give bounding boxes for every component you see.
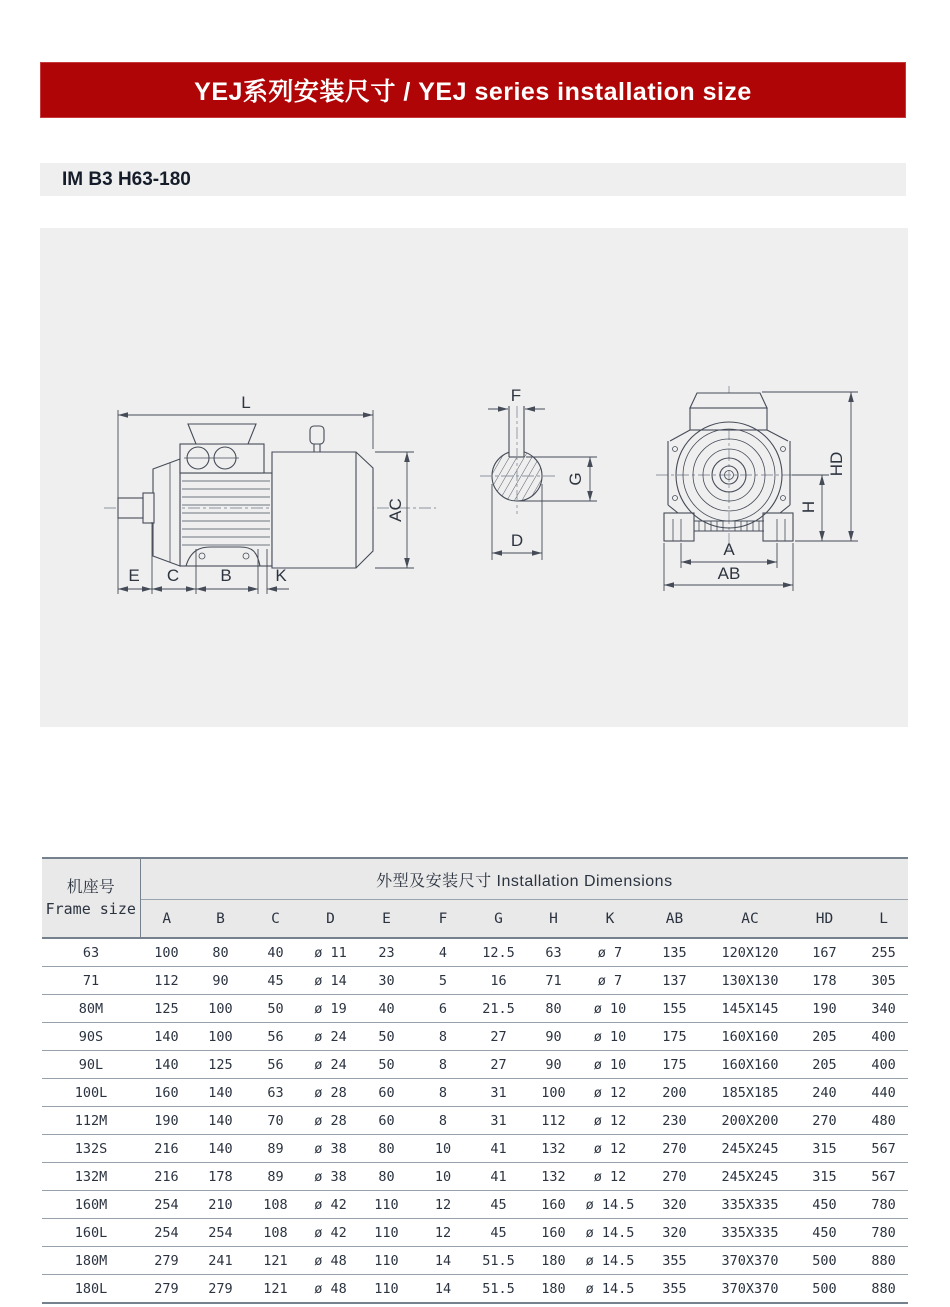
dim-cell-G: 45 xyxy=(471,1219,526,1247)
dim-cell-B: 80 xyxy=(193,938,248,967)
dim-cell-E: 110 xyxy=(358,1275,415,1304)
dim-cell-H: 100 xyxy=(526,1079,581,1107)
frame-size-cell: 132M xyxy=(42,1163,140,1191)
column-header-D: D xyxy=(303,900,358,939)
dim-label-C: C xyxy=(166,566,180,585)
dim-cell-AB: 270 xyxy=(639,1163,710,1191)
dim-cell-F: 8 xyxy=(415,1023,471,1051)
dim-cell-AC: 370X370 xyxy=(710,1275,790,1304)
dim-cell-AB: 175 xyxy=(639,1023,710,1051)
dim-cell-B: 90 xyxy=(193,967,248,995)
dim-label-A: A xyxy=(723,540,735,559)
frame-size-cell: 63 xyxy=(42,938,140,967)
dim-cell-AC: 160X160 xyxy=(710,1023,790,1051)
dim-cell-E: 50 xyxy=(358,1051,415,1079)
dim-cell-L: 400 xyxy=(859,1051,908,1079)
dim-cell-AC: 245X245 xyxy=(710,1163,790,1191)
dim-cell-D: ø 24 xyxy=(303,1023,358,1051)
dim-label-K: K xyxy=(275,566,287,585)
dim-cell-F: 8 xyxy=(415,1051,471,1079)
shaft-section-drawing xyxy=(480,386,597,560)
table-row xyxy=(42,1023,908,1051)
dim-cell-D: ø 24 xyxy=(303,1051,358,1079)
dim-label-HD: HD xyxy=(827,451,846,477)
dim-cell-HD: 315 xyxy=(790,1135,859,1163)
dim-cell-G: 21.5 xyxy=(471,995,526,1023)
dim-cell-D: ø 11 xyxy=(303,938,358,967)
dim-cell-D: ø 42 xyxy=(303,1219,358,1247)
dim-cell-G: 41 xyxy=(471,1163,526,1191)
table-row xyxy=(42,1191,908,1219)
frame-size-cell: 100L xyxy=(42,1079,140,1107)
dim-cell-C: 108 xyxy=(248,1219,303,1247)
dim-cell-H: 160 xyxy=(526,1219,581,1247)
dim-cell-AB: 355 xyxy=(639,1275,710,1304)
dim-cell-HD: 205 xyxy=(790,1023,859,1051)
dim-cell-C: 45 xyxy=(248,967,303,995)
dim-cell-AB: 270 xyxy=(639,1135,710,1163)
dim-cell-AB: 175 xyxy=(639,1051,710,1079)
dim-cell-HD: 205 xyxy=(790,1051,859,1079)
dim-label-AB: AB xyxy=(717,564,741,583)
dim-cell-C: 121 xyxy=(248,1275,303,1304)
dim-cell-K: ø 7 xyxy=(581,967,639,995)
dim-cell-AB: 230 xyxy=(639,1107,710,1135)
dim-cell-C: 70 xyxy=(248,1107,303,1135)
dim-cell-F: 14 xyxy=(415,1247,471,1275)
dim-cell-H: 63 xyxy=(526,938,581,967)
dim-cell-E: 60 xyxy=(358,1079,415,1107)
dim-cell-H: 112 xyxy=(526,1107,581,1135)
column-header-K: K xyxy=(581,900,639,939)
dim-cell-A: 140 xyxy=(140,1023,193,1051)
page-title: YEJ系列安装尺寸 / YEJ series installation size xyxy=(194,78,752,106)
dim-cell-A: 190 xyxy=(140,1107,193,1135)
dim-cell-K: ø 10 xyxy=(581,995,639,1023)
dim-cell-B: 140 xyxy=(193,1107,248,1135)
table-row xyxy=(42,1135,908,1163)
dim-cell-G: 41 xyxy=(471,1135,526,1163)
dim-cell-A: 140 xyxy=(140,1051,193,1079)
mounting-code: IM B3 H63-180 xyxy=(62,168,191,190)
dim-cell-A: 279 xyxy=(140,1275,193,1304)
dim-cell-A: 279 xyxy=(140,1247,193,1275)
dim-cell-D: ø 28 xyxy=(303,1107,358,1135)
dim-cell-K: ø 14.5 xyxy=(581,1219,639,1247)
frame-size-header xyxy=(42,858,140,938)
dim-cell-A: 160 xyxy=(140,1079,193,1107)
dim-cell-K: ø 7 xyxy=(581,938,639,967)
dim-cell-D: ø 19 xyxy=(303,995,358,1023)
column-header-F: F xyxy=(415,900,471,939)
dim-cell-AC: 120X120 xyxy=(710,938,790,967)
dim-cell-AB: 137 xyxy=(639,967,710,995)
dim-cell-E: 30 xyxy=(358,967,415,995)
dim-cell-H: 80 xyxy=(526,995,581,1023)
table-row xyxy=(42,1079,908,1107)
dim-cell-HD: 450 xyxy=(790,1219,859,1247)
front-view-drawing xyxy=(656,386,858,591)
dim-cell-E: 23 xyxy=(358,938,415,967)
dim-cell-A: 254 xyxy=(140,1191,193,1219)
column-header-B: B xyxy=(193,900,248,939)
dim-cell-E: 110 xyxy=(358,1247,415,1275)
dim-cell-HD: 270 xyxy=(790,1107,859,1135)
frame-size-cell: 132S xyxy=(42,1135,140,1163)
column-header-E: E xyxy=(358,900,415,939)
dim-cell-AC: 335X335 xyxy=(710,1191,790,1219)
dim-cell-HD: 190 xyxy=(790,995,859,1023)
dim-cell-K: ø 10 xyxy=(581,1051,639,1079)
dim-cell-H: 180 xyxy=(526,1275,581,1304)
frame-size-cell: 180M xyxy=(42,1247,140,1275)
dim-cell-C: 89 xyxy=(248,1135,303,1163)
dim-cell-D: ø 28 xyxy=(303,1079,358,1107)
dim-cell-L: 780 xyxy=(859,1191,908,1219)
dim-cell-G: 27 xyxy=(471,1051,526,1079)
dim-cell-G: 45 xyxy=(471,1191,526,1219)
dim-cell-C: 50 xyxy=(248,995,303,1023)
dim-cell-K: ø 12 xyxy=(581,1135,639,1163)
dim-cell-F: 12 xyxy=(415,1191,471,1219)
dim-cell-A: 216 xyxy=(140,1163,193,1191)
dim-cell-G: 51.5 xyxy=(471,1247,526,1275)
dim-cell-F: 10 xyxy=(415,1163,471,1191)
dim-cell-F: 4 xyxy=(415,938,471,967)
column-header-L: L xyxy=(859,900,908,939)
column-header-AB: AB xyxy=(639,900,710,939)
dim-cell-L: 400 xyxy=(859,1023,908,1051)
dim-cell-H: 132 xyxy=(526,1135,581,1163)
dim-cell-L: 340 xyxy=(859,995,908,1023)
side-view-drawing xyxy=(104,393,436,594)
dim-cell-F: 8 xyxy=(415,1079,471,1107)
dim-label-AC: AC xyxy=(386,498,405,522)
dim-cell-L: 440 xyxy=(859,1079,908,1107)
dim-cell-HD: 167 xyxy=(790,938,859,967)
dim-cell-B: 100 xyxy=(193,1023,248,1051)
dim-cell-AC: 245X245 xyxy=(710,1135,790,1163)
dim-cell-B: 210 xyxy=(193,1191,248,1219)
dim-cell-H: 160 xyxy=(526,1191,581,1219)
dim-cell-B: 100 xyxy=(193,995,248,1023)
dim-cell-A: 100 xyxy=(140,938,193,967)
dim-cell-G: 31 xyxy=(471,1079,526,1107)
dim-cell-G: 51.5 xyxy=(471,1275,526,1304)
dim-cell-H: 90 xyxy=(526,1023,581,1051)
drawing-panel xyxy=(40,228,908,727)
column-header-C: C xyxy=(248,900,303,939)
dim-cell-A: 125 xyxy=(140,995,193,1023)
installation-drawing xyxy=(40,228,908,727)
frame-size-cell: 80M xyxy=(42,995,140,1023)
column-header-HD: HD xyxy=(790,900,859,939)
column-header-H: H xyxy=(526,900,581,939)
dim-cell-B: 241 xyxy=(193,1247,248,1275)
dim-cell-AB: 155 xyxy=(639,995,710,1023)
dim-cell-HD: 315 xyxy=(790,1163,859,1191)
dim-cell-E: 60 xyxy=(358,1107,415,1135)
dim-label-B: B xyxy=(220,566,232,585)
dim-cell-AC: 145X145 xyxy=(710,995,790,1023)
dim-cell-H: 71 xyxy=(526,967,581,995)
dim-cell-L: 480 xyxy=(859,1107,908,1135)
dim-cell-HD: 240 xyxy=(790,1079,859,1107)
frame-size-cell: 90L xyxy=(42,1051,140,1079)
dim-cell-G: 16 xyxy=(471,967,526,995)
dim-cell-G: 12.5 xyxy=(471,938,526,967)
dim-label-E: E xyxy=(128,566,140,585)
dim-cell-C: 89 xyxy=(248,1163,303,1191)
dim-cell-L: 880 xyxy=(859,1247,908,1275)
dim-cell-E: 110 xyxy=(358,1219,415,1247)
dim-cell-C: 40 xyxy=(248,938,303,967)
dim-cell-D: ø 48 xyxy=(303,1247,358,1275)
dim-cell-L: 780 xyxy=(859,1219,908,1247)
dim-cell-AB: 135 xyxy=(639,938,710,967)
frame-size-cell: 71 xyxy=(42,967,140,995)
frame-size-cell: 112M xyxy=(42,1107,140,1135)
dim-cell-B: 254 xyxy=(193,1219,248,1247)
dim-cell-C: 121 xyxy=(248,1247,303,1275)
frame-size-header-zh: 机座号 xyxy=(66,878,115,896)
dim-cell-E: 110 xyxy=(358,1191,415,1219)
table-row xyxy=(42,1219,908,1247)
frame-size-header-en: Frame size xyxy=(45,899,136,918)
dim-cell-AC: 335X335 xyxy=(710,1219,790,1247)
dim-cell-AB: 355 xyxy=(639,1247,710,1275)
dim-label-H: H xyxy=(799,500,818,514)
dim-cell-D: ø 42 xyxy=(303,1191,358,1219)
table-row xyxy=(42,1163,908,1191)
table-row xyxy=(42,1275,908,1304)
dim-cell-HD: 450 xyxy=(790,1191,859,1219)
table-row xyxy=(42,938,908,967)
dim-cell-AC: 160X160 xyxy=(710,1051,790,1079)
dim-cell-AB: 200 xyxy=(639,1079,710,1107)
dim-cell-B: 140 xyxy=(193,1135,248,1163)
dim-cell-H: 180 xyxy=(526,1247,581,1275)
dim-cell-B: 279 xyxy=(193,1275,248,1304)
dim-label-L: L xyxy=(241,393,251,412)
dim-cell-C: 108 xyxy=(248,1191,303,1219)
column-header-AC: AC xyxy=(710,900,790,939)
dim-cell-K: ø 12 xyxy=(581,1079,639,1107)
dim-cell-E: 80 xyxy=(358,1163,415,1191)
dim-cell-F: 6 xyxy=(415,995,471,1023)
dim-cell-AC: 370X370 xyxy=(710,1247,790,1275)
dim-cell-L: 305 xyxy=(859,967,908,995)
dim-cell-B: 178 xyxy=(193,1163,248,1191)
dim-cell-H: 90 xyxy=(526,1051,581,1079)
dim-cell-C: 56 xyxy=(248,1023,303,1051)
table-row xyxy=(42,967,908,995)
dim-cell-HD: 178 xyxy=(790,967,859,995)
dim-cell-A: 112 xyxy=(140,967,193,995)
table-row xyxy=(42,1051,908,1079)
dim-cell-B: 125 xyxy=(193,1051,248,1079)
dim-cell-F: 5 xyxy=(415,967,471,995)
dim-cell-C: 56 xyxy=(248,1051,303,1079)
subtitle-strip xyxy=(40,163,906,196)
dim-cell-F: 10 xyxy=(415,1135,471,1163)
dim-cell-HD: 500 xyxy=(790,1275,859,1304)
dim-cell-K: ø 14.5 xyxy=(581,1275,639,1304)
dim-cell-K: ø 12 xyxy=(581,1107,639,1135)
dim-cell-E: 80 xyxy=(358,1135,415,1163)
dim-label-F: F xyxy=(510,386,522,405)
dim-cell-AC: 185X185 xyxy=(710,1079,790,1107)
dim-cell-G: 27 xyxy=(471,1023,526,1051)
dim-cell-AB: 320 xyxy=(639,1191,710,1219)
dim-cell-H: 132 xyxy=(526,1163,581,1191)
dim-cell-AC: 200X200 xyxy=(710,1107,790,1135)
dim-cell-G: 31 xyxy=(471,1107,526,1135)
dim-cell-L: 567 xyxy=(859,1135,908,1163)
table-row xyxy=(42,1247,908,1275)
dim-cell-AC: 130X130 xyxy=(710,967,790,995)
dim-cell-D: ø 38 xyxy=(303,1135,358,1163)
dim-cell-D: ø 38 xyxy=(303,1163,358,1191)
column-header-G: G xyxy=(471,900,526,939)
dim-cell-A: 216 xyxy=(140,1135,193,1163)
dim-cell-K: ø 10 xyxy=(581,1023,639,1051)
dim-cell-L: 255 xyxy=(859,938,908,967)
frame-size-cell: 180L xyxy=(42,1275,140,1304)
dim-label-G: G xyxy=(566,472,585,486)
dim-cell-AB: 320 xyxy=(639,1219,710,1247)
dim-cell-L: 880 xyxy=(859,1275,908,1304)
dim-cell-D: ø 48 xyxy=(303,1275,358,1304)
dim-cell-K: ø 14.5 xyxy=(581,1191,639,1219)
dim-cell-D: ø 14 xyxy=(303,967,358,995)
dim-cell-E: 40 xyxy=(358,995,415,1023)
table-row xyxy=(42,995,908,1023)
dim-cell-B: 140 xyxy=(193,1079,248,1107)
dim-cell-F: 8 xyxy=(415,1107,471,1135)
dim-cell-K: ø 14.5 xyxy=(581,1247,639,1275)
dim-cell-K: ø 12 xyxy=(581,1163,639,1191)
dim-cell-HD: 500 xyxy=(790,1247,859,1275)
frame-size-cell: 160L xyxy=(42,1219,140,1247)
frame-size-cell: 160M xyxy=(42,1191,140,1219)
dimensions-table xyxy=(42,857,908,1304)
title-banner xyxy=(40,62,906,118)
dim-cell-F: 12 xyxy=(415,1219,471,1247)
frame-size-cell: 90S xyxy=(42,1023,140,1051)
group-header: 外型及安装尺寸 Installation Dimensions xyxy=(140,858,908,900)
column-header-A: A xyxy=(140,900,193,939)
dim-label-D: D xyxy=(510,531,524,550)
dim-cell-E: 50 xyxy=(358,1023,415,1051)
dim-cell-F: 14 xyxy=(415,1275,471,1304)
dim-cell-L: 567 xyxy=(859,1163,908,1191)
table-row xyxy=(42,1107,908,1135)
dim-cell-C: 63 xyxy=(248,1079,303,1107)
dim-cell-A: 254 xyxy=(140,1219,193,1247)
